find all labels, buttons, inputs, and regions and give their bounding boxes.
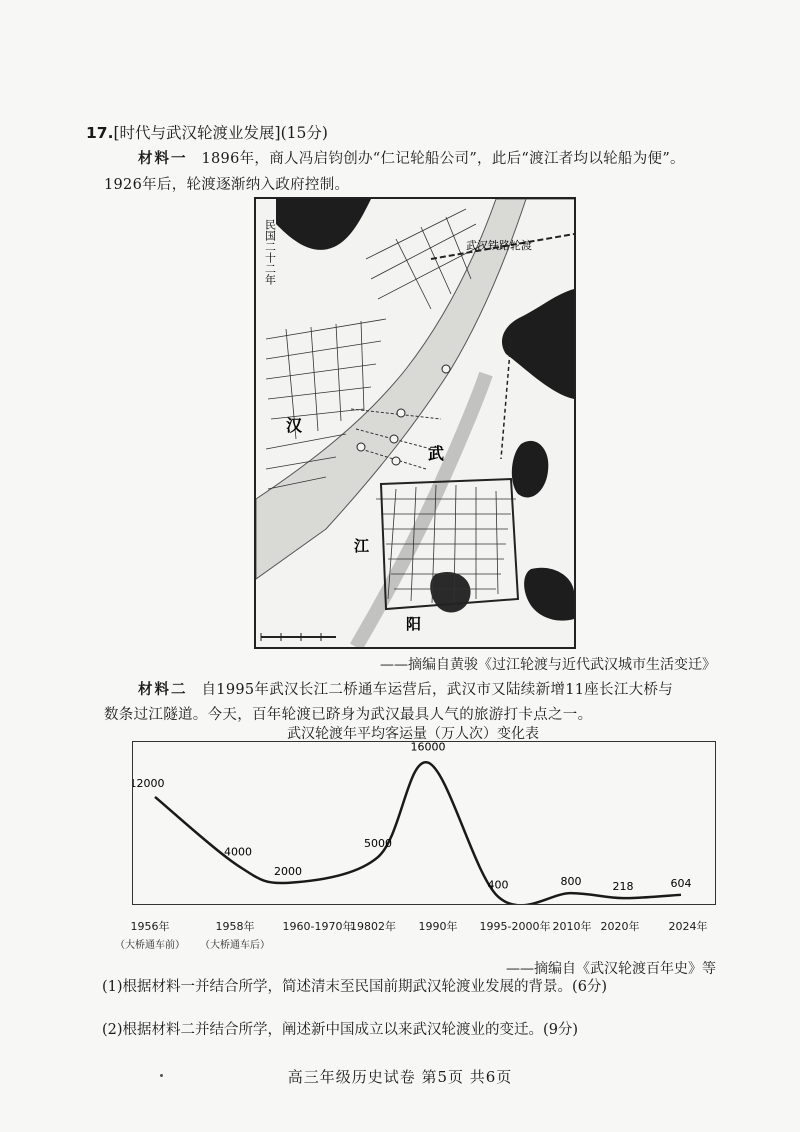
material1-line1 bbox=[138, 146, 758, 172]
x-tick-label: 1990年 bbox=[418, 920, 458, 933]
material2-label: 材料二 bbox=[138, 681, 188, 698]
x-tick-label: 19802年 bbox=[350, 920, 396, 933]
data-label: 604 bbox=[670, 876, 692, 890]
data-label: 5000 bbox=[364, 837, 392, 851]
page-footer: 高三年级历史试卷 第5页 共6页 bbox=[287, 1068, 513, 1086]
map-label-jiang: 江 bbox=[354, 537, 370, 555]
x-tick-label: 1958年 bbox=[215, 920, 255, 933]
material2-source: ——摘编自《武汉轮渡百年史》等 bbox=[506, 961, 716, 977]
data-label: 16000 bbox=[410, 742, 446, 754]
material1-line2: 1926年后，轮渡逐渐纳入政府控制。 bbox=[104, 177, 350, 193]
map-label-han: 汉 bbox=[286, 416, 303, 435]
map-railway-label: 武汉铁路轮渡 bbox=[466, 239, 532, 252]
question-title-text: [时代与武汉轮渡业发展](15分) bbox=[113, 124, 328, 142]
question-title bbox=[86, 121, 328, 143]
question-number: 17. bbox=[86, 124, 114, 142]
chart-frame bbox=[132, 741, 716, 905]
data-label: 12000 bbox=[133, 776, 165, 790]
map-vertical-title: 民国二十二年 bbox=[263, 219, 277, 285]
historical-map bbox=[254, 197, 576, 649]
data-label: 218 bbox=[612, 880, 634, 894]
material1-source: ——摘编自黄骏《过江轮渡与近代武汉城市生活变迁》 bbox=[380, 657, 716, 673]
x-tick-label: 2024年 bbox=[668, 920, 708, 933]
question-2: (2)根据材料二并结合所学，阐述新中国成立以来武汉轮渡业的变迁。(9分) bbox=[102, 1022, 579, 1038]
x-tick-note: （大桥通车后） bbox=[200, 940, 270, 951]
data-label: 400 bbox=[487, 878, 509, 892]
data-label: 4000 bbox=[224, 845, 252, 859]
data-label: 2000 bbox=[274, 864, 302, 878]
data-label: 800 bbox=[560, 875, 582, 889]
chart-x-axis bbox=[0, 910, 800, 950]
x-tick-label: 1960-1970年 bbox=[282, 920, 354, 933]
x-tick-label: 2010年 bbox=[552, 920, 592, 933]
x-tick-label: 1995-2000年 bbox=[479, 920, 551, 933]
map-label-wu: 武 bbox=[428, 444, 445, 463]
x-tick-label: 1956年 bbox=[130, 920, 170, 933]
series-line bbox=[155, 762, 681, 904]
question-1: (1)根据材料一并结合所学，简述清末至民国前期武汉轮渡业发展的背景。(6分) bbox=[102, 979, 608, 995]
material2-line1 bbox=[138, 677, 758, 703]
material1-label: 材料一 bbox=[138, 150, 188, 167]
map-label-yang: 阳 bbox=[406, 615, 422, 633]
ferry-chart bbox=[133, 742, 715, 904]
chart-title: 武汉轮渡年平均客运量（万人次）变化表 bbox=[287, 726, 539, 742]
material2-line2: 数条过江隧道。今天，百年轮渡已跻身为武汉最具人气的旅游打卡点之一。 bbox=[104, 707, 593, 723]
x-tick-label: 2020年 bbox=[600, 920, 640, 933]
material2-text1: 自1995年武汉长江二桥通车运营后，武汉市又陆续新增11座长江大桥与 bbox=[201, 682, 674, 698]
map-drawing bbox=[256, 199, 574, 647]
x-tick-note: （大桥通车前） bbox=[115, 940, 185, 951]
material1-text1: 1896年，商人冯启钧创办“仁记轮船公司”，此后“渡江者均以轮船为便”。 bbox=[201, 151, 685, 167]
